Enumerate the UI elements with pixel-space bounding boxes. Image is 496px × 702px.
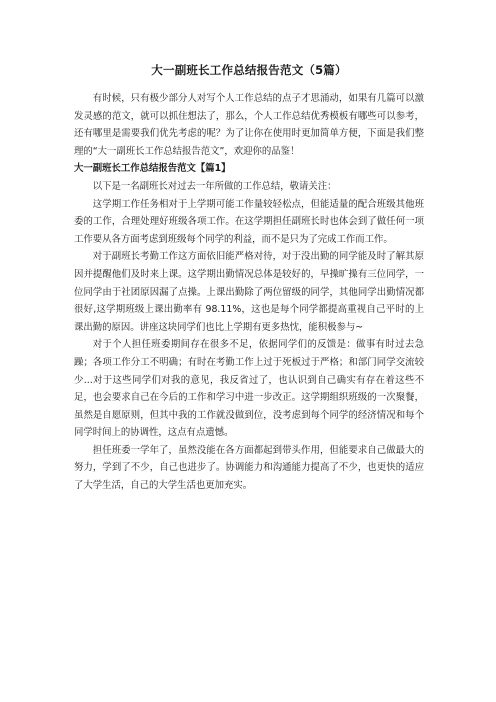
- body-paragraph-5: 担任班委一学年了，虽然没能在各方面都起到带头作用，但能要求自己做最大的努力，学到了不少，自己也进步了。协调能力和沟通能力提高了不少，也更快的适应了大学生活，自己的大学生活也更加充实。: [74, 444, 424, 492]
- body-paragraph-4: 对于个人担任班委期间存在很多不足，依据同学们的反馈是：做事有时过去急躁；各项工作分工不明确；有时在考勤工作上过于死板过于严格；和部门同学交流较少...对于这些同学们对我的意见，我反省过了，也认识到自己确实有存在着这些不足，也会要求自己在今后的工作和学习中进一步改正。这学期组织班级的一次聚餐，虽然是自愿原则，但其中我的工作就没做到位，没考虑到每个同学的经济情况和每个同学时间上的协调性，这点有点遗憾。: [74, 339, 424, 439]
- intro-paragraph: 有时候，只有极少部分人对写个人工作总结的点子才思涌动，如果有几篇可以激发灵感的范文，就可以抓住想法了，那么，个人工作总结优秀模板有哪些可以参考，还有哪里是需要我们优先考虑的呢？为了让你在使用时更加简单方便，下面是我们整理的“大一副班长工作总结报告范文”，欢迎你的品鉴！: [74, 93, 424, 157]
- body-paragraph-3: 对于副班长考勤工作这方面依旧能严格对待，对于没出勤的同学能及时了解其原因并提醒他们及时来上课。这学期出勤情况总体是较好的，早操旷操有三位同学，一位同学由于社团原因漏了点操。上课出勤除了两位留级的同学，其他同学出勤情况都很好,这学期班级上课出勤率有 98.11%，这也是每个同学都提高重视自己平时的上课出勤的原因。讲座这块同学们也比上学期有更多热忱，能积极参与~: [74, 251, 424, 333]
- document-page: [74, 62, 424, 495]
- document-title: 大一副班长工作总结报告范文（5篇）: [151, 63, 347, 77]
- body-paragraph-1: 以下是一名副班长对过去一年所做的工作总结，敬请关注：: [92, 180, 337, 192]
- body-paragraph-2: 这学期工作任务相对于上学期可能工作量较轻松点，但能适量的配合班级其他班委的工作，合理处理好班级各项工作。在这学期担任副班长时也体会到了做任何一项工作要从各方面考虑到班级每个同学的利益，而不是只为了完成工作而工作。: [74, 198, 424, 245]
- section-heading: 大一副班长工作总结报告范文【篇1】: [74, 163, 231, 175]
